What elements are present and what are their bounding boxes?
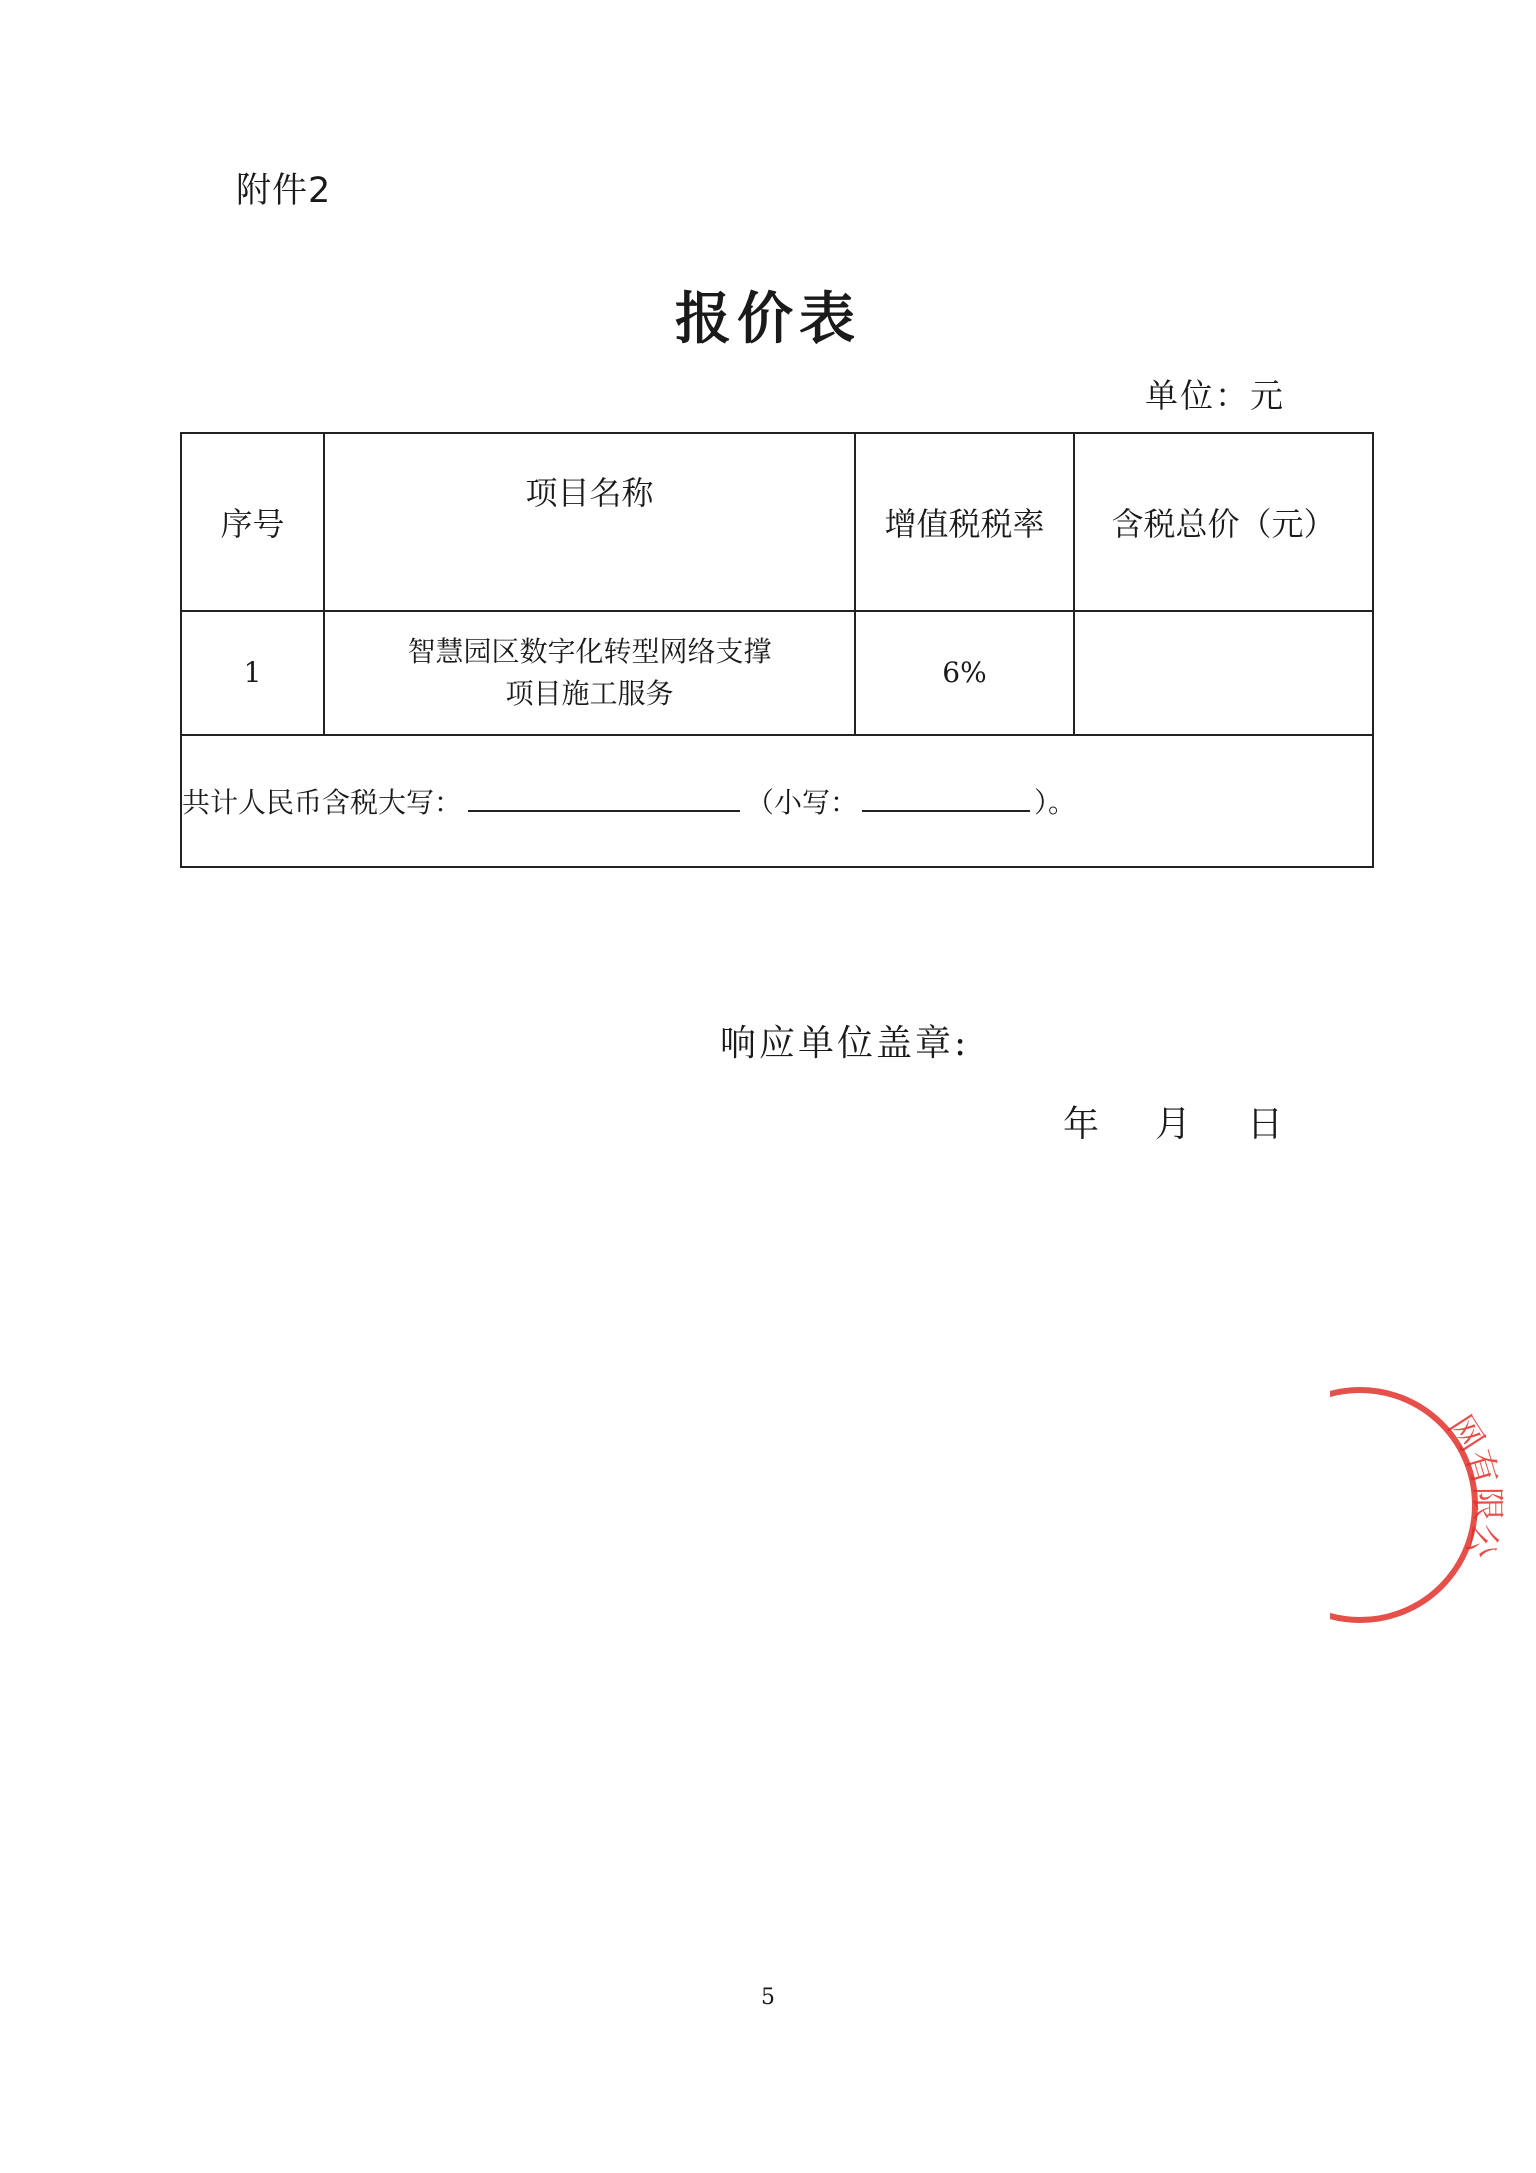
respondent-seal-label: 响应单位盖章:	[720, 1023, 970, 1064]
date-month: 月	[1155, 1104, 1192, 1145]
project-name-line1: 智慧园区数字化转型网络支撑	[407, 635, 772, 668]
total-upper-label: 共计人民币含税大写：	[182, 786, 463, 819]
page-number: 5	[761, 1985, 775, 2010]
cell-tax-rate: 6%	[855, 611, 1074, 735]
table-header-row	[181, 433, 1373, 611]
project-name-line2: 项目施工服务	[505, 677, 674, 710]
header-tax-rate: 增值税税率	[855, 433, 1074, 611]
attachment-label: 附件2	[236, 171, 332, 211]
seal-stamp	[1330, 1370, 1536, 1640]
total-row	[181, 735, 1373, 867]
header-seq: 序号	[181, 433, 324, 611]
header-total-price: 含税总价（元）	[1074, 433, 1373, 611]
page-title: 报价表	[675, 287, 861, 352]
total-lower-close: ）。	[1034, 786, 1077, 819]
unit-label: 单位：元	[1145, 376, 1285, 415]
table-row	[181, 611, 1373, 735]
cell-seq: 1	[181, 611, 324, 735]
quote-table	[180, 432, 1374, 868]
total-upper-blank[interactable]	[468, 782, 740, 812]
date-line	[1063, 1096, 1283, 1147]
seal-text: 网有限公	[1439, 1408, 1507, 1563]
header-project-name: 项目名称	[324, 433, 855, 611]
cell-project-name	[324, 611, 855, 735]
svg-text:网有限公	[1440, 1409, 1507, 1563]
cell-total-price[interactable]	[1074, 611, 1373, 735]
date-year: 年	[1063, 1104, 1100, 1145]
total-lower-blank[interactable]	[862, 782, 1030, 812]
total-cell	[181, 735, 1373, 867]
total-lower-open: （小写：	[746, 786, 859, 819]
date-day: 日	[1247, 1104, 1284, 1145]
